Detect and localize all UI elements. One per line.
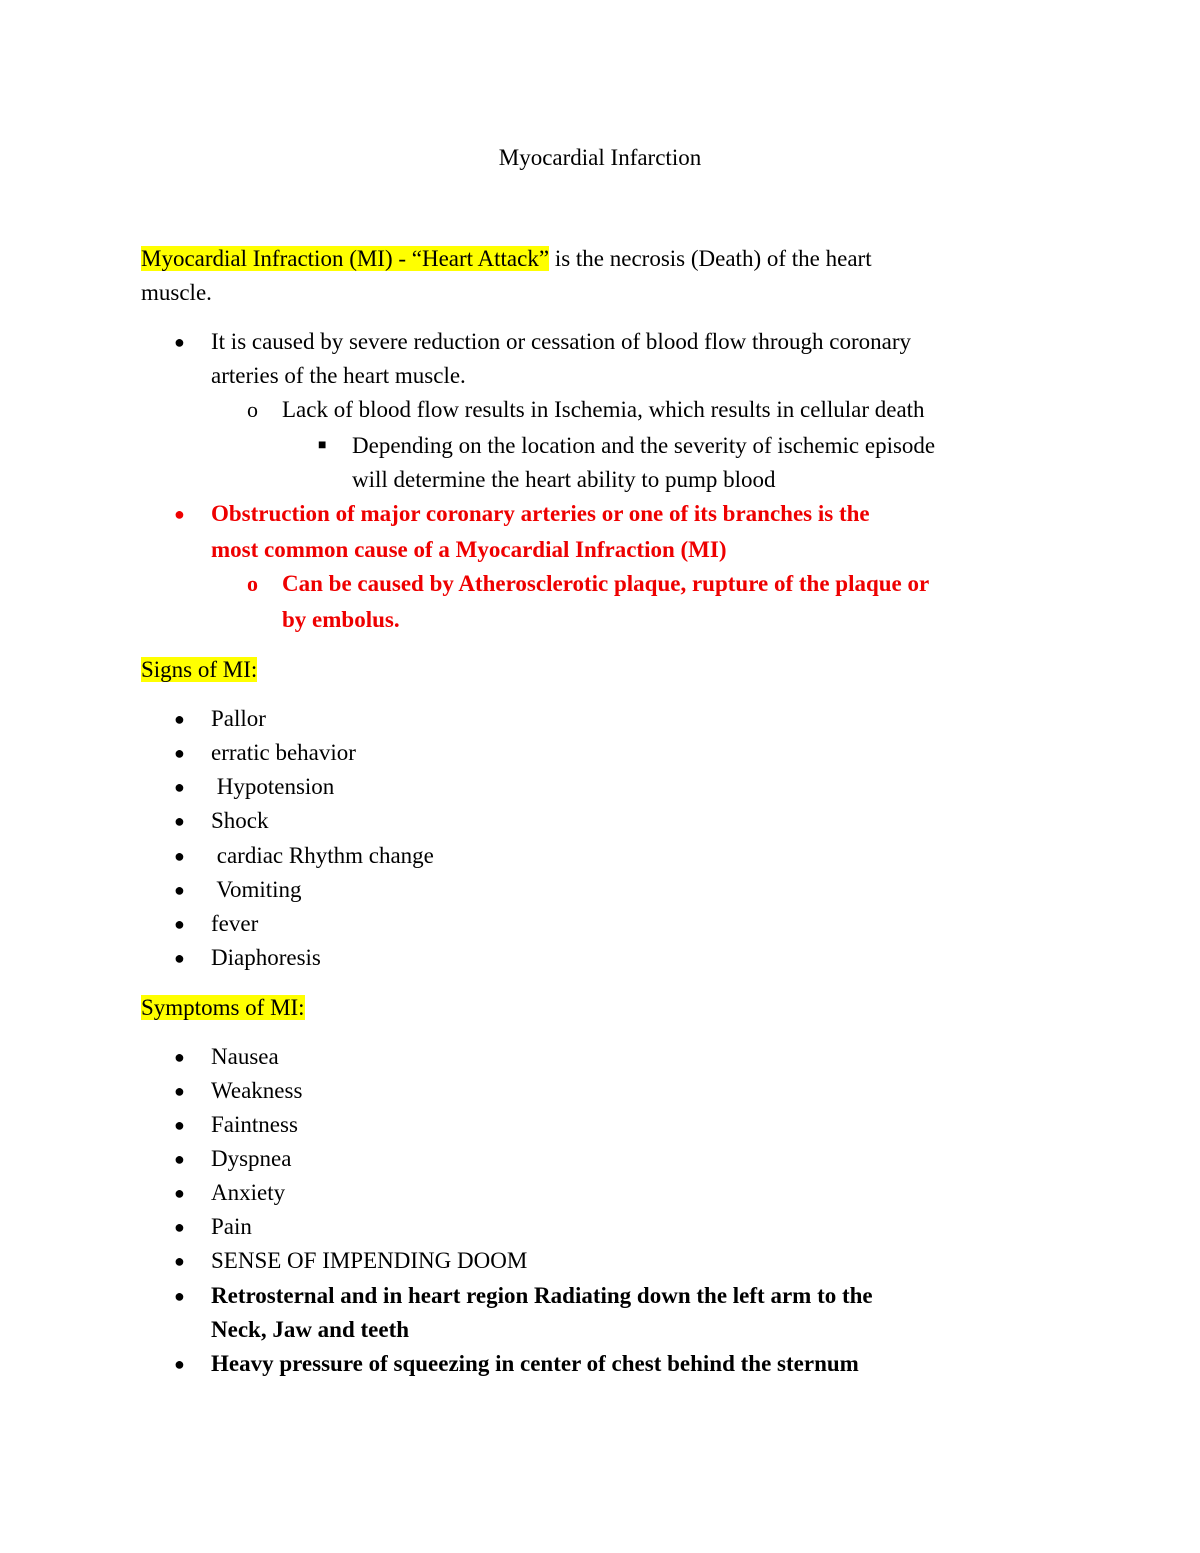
cause-sub-1: Lack of blood flow results in Ischemia, which results in cellular death: [282, 397, 925, 422]
bullet-icon: ●: [174, 1149, 185, 1169]
sign-item: cardiac Rhythm change: [211, 843, 434, 868]
symptoms-heading-text: Symptoms of MI:: [141, 995, 305, 1020]
symptom-bold-1-line-1: Retrosternal and in heart region Radiating down the left arm to the: [211, 1283, 873, 1308]
red-bullet-icon: ●: [174, 504, 185, 524]
sign-item: Vomiting: [211, 877, 302, 902]
bullet-icon: ●: [174, 1251, 185, 1271]
sign-item: Shock: [211, 808, 269, 833]
cause-sub-2-line-1: Can be caused by Atherosclerotic plaque, rupture of the plaque or: [282, 571, 930, 596]
bullet-icon: ●: [174, 1115, 185, 1135]
cause-bullet-2-line-1: Obstruction of major coronary arteries or one of its branches is the: [211, 501, 870, 526]
symptoms-heading: [141, 993, 305, 1023]
sign-item: Pallor: [211, 706, 266, 731]
sign-item: Hypotension: [211, 774, 335, 799]
sign-item: Diaphoresis: [211, 945, 321, 970]
red-circle-bullet-icon: o: [247, 571, 258, 596]
cause-subsub-1-line-2: will determine the heart ability to pump blood: [352, 467, 776, 492]
bullet-icon: ●: [174, 1183, 185, 1203]
bullet-icon: ●: [174, 332, 185, 352]
bullet-icon: ●: [174, 846, 185, 866]
intro-definition: is the necrosis (Death) of the heart: [549, 246, 872, 271]
cause-bullet-2-line-2: most common cause of a Myocardial Infraction (MI): [211, 537, 727, 562]
symptom-bold-2: Heavy pressure of squeezing in center of chest behind the sternum: [211, 1351, 859, 1376]
sign-item: fever: [211, 911, 259, 936]
symptom-item: Anxiety: [211, 1180, 286, 1205]
bullet-icon: ●: [174, 811, 185, 831]
bullet-icon: ●: [174, 880, 185, 900]
symptom-item: SENSE OF IMPENDING DOOM: [211, 1248, 528, 1273]
signs-heading-text: Signs of MI:: [141, 657, 258, 682]
symptom-item: Weakness: [211, 1078, 303, 1103]
bullet-icon: ●: [174, 1286, 185, 1306]
square-bullet-icon: ■: [318, 438, 327, 453]
bullet-icon: ●: [174, 914, 185, 934]
bullet-icon: ●: [174, 1047, 185, 1067]
symptom-item: Pain: [211, 1214, 252, 1239]
sign-item: erratic behavior: [211, 740, 356, 765]
bullet-icon: ●: [174, 1354, 185, 1374]
bullet-icon: ●: [174, 948, 185, 968]
cause-bullet-1-line-2: arteries of the heart muscle.: [211, 363, 466, 388]
symptom-item: Faintness: [211, 1112, 298, 1137]
bullet-icon: ●: [174, 1081, 185, 1101]
symptom-item: Dyspnea: [211, 1146, 292, 1171]
cause-bullet-1-line-1: It is caused by severe reduction or cessation of blood flow through coronary: [211, 329, 912, 354]
bullet-icon: ●: [174, 1217, 185, 1237]
symptom-item: Nausea: [211, 1044, 279, 1069]
bullet-icon: ●: [174, 709, 185, 729]
bullet-icon: ●: [174, 777, 185, 797]
bullet-icon: ●: [174, 743, 185, 763]
cause-sub-2-line-2: by embolus.: [282, 607, 400, 632]
symptom-bold-1-line-2: Neck, Jaw and teeth: [211, 1317, 410, 1342]
signs-heading: [141, 655, 257, 685]
intro-term-highlight: Myocardial Infraction (MI) - “Heart Attack”: [141, 246, 550, 271]
circle-bullet-icon: o: [247, 397, 258, 422]
intro-line-2: muscle.: [141, 280, 212, 305]
page-title: Myocardial Infarction: [498, 145, 702, 170]
cause-subsub-1-line-1: Depending on the location and the severity of ischemic episode: [352, 433, 936, 458]
intro-line-1: [141, 244, 872, 274]
